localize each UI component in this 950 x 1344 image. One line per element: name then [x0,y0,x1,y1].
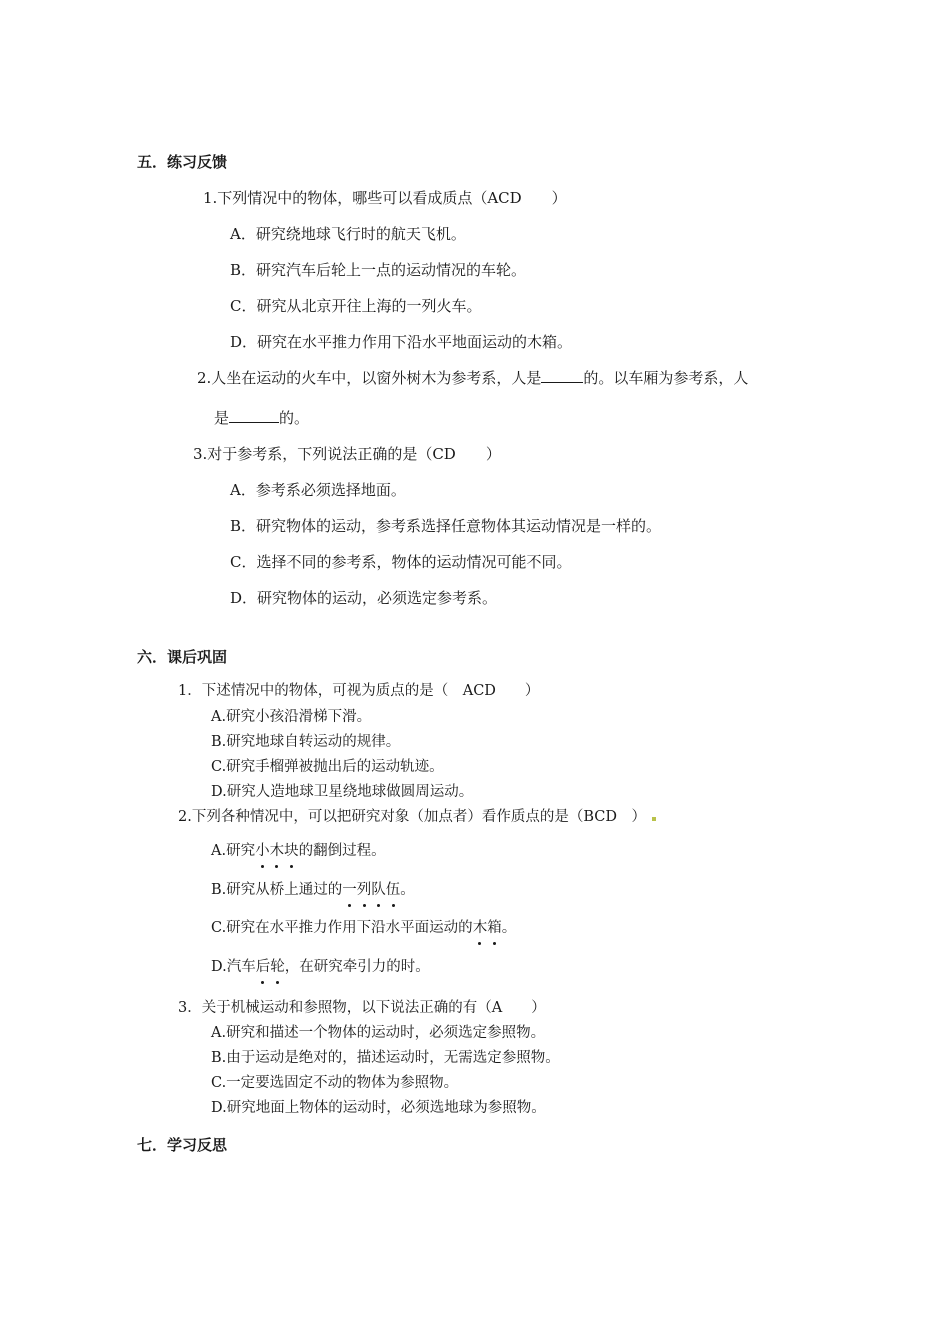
emphasis-char: 列 [356,882,372,898]
s6-q2-option-d [211,957,430,977]
s5-q1-option-a: A．研究绕地球飞行时的航天飞机。 [230,225,466,243]
s6-q3-option-a: A.研究和描述一个物体的运动时，必须选定参照物。 [211,1025,546,1041]
s6-q2-d-emphasis [256,959,285,975]
s6-q3-option-b: B.由于运动是绝对的，描述运动时，无需选定参照物。 [211,1050,560,1066]
scan-mark [652,817,656,821]
s6-q2-b-pre: B.研究从桥上通过的 [211,882,343,898]
s6-q2-stem: 2.下列各种情况中，可以把研究对象（加点者）看作质点的是（BCD ） [178,809,646,825]
s6-q1-option-b: B.研究地球自转运动的规律。 [211,734,401,750]
s5-q2-part3: 是 [214,409,230,427]
s5-q2-blank2 [229,408,279,423]
emphasis-char: 伍 [385,882,401,898]
s5-q1-stem: 1.下列情况中的物体，哪些可以看成质点（ACD ） [203,189,567,207]
s5-q3-stem: 3.对于参考系，下列说法正确的是（CD ） [193,445,501,463]
s6-q1-option-d: D.研究人造地球卫星绕地球做圆周运动。 [211,784,474,800]
s6-q2-option-b [211,880,415,900]
s6-q2-d-pre: D.汽车 [211,959,256,975]
s6-q1-option-a: A.研究小孩沿滑梯下滑。 [211,709,372,725]
emphasis-char: 木 [472,920,488,936]
section-7-title: 七．学习反思 [137,1136,228,1154]
s6-q2-a-pre: A.研究 [211,843,256,859]
s6-q1-option-c: C.研究手榴弹被抛出后的运动轨迹。 [211,759,444,775]
emphasis-char: 队 [371,882,386,898]
s6-q2-a-post: 的翻倒过程。 [298,843,386,859]
s5-q2-line2 [214,408,309,428]
section-5-title: 五．练习反馈 [137,153,228,171]
s5-q3-option-a: A．参考系必须选择地面。 [230,481,406,499]
s5-q2-blank1 [541,368,583,383]
s6-q2-c-pre: C.研究在水平推力作用下沿水平面运动的 [211,920,473,936]
emphasis-char: 小 [255,843,270,859]
emphasis-char: 一 [342,882,357,898]
s5-q1-option-b: B．研究汽车后轮上一点的运动情况的车轮。 [230,261,527,279]
emphasis-char: 箱 [487,920,502,936]
emphasis-char: 木 [269,843,285,859]
s6-q3-option-d: D.研究地面上物体的运动时，必须选地球为参照物。 [211,1100,546,1116]
s6-q3-stem: 3．关于机械运动和参照物，以下说法正确的有（A ） [178,1000,546,1016]
s6-q2-b-post: 。 [400,882,415,898]
s6-q2-option-c [211,918,516,938]
s5-q3-option-b: B．研究物体的运动，参考系选择任意物体其运动情况是一样的。 [230,517,662,535]
s5-q2-part4: 的。 [279,409,310,427]
s6-q2-b-emphasis [342,882,400,898]
s5-q2-line1 [197,368,748,388]
s6-q1-stem: 1．下述情况中的物体，可视为质点的是（ ACD ） [178,683,540,699]
s6-q2-stem-line [178,807,656,827]
s5-q1-option-d: D．研究在水平推力作用下沿水平地面运动的木箱。 [230,333,573,351]
emphasis-char: 后 [255,959,271,975]
s5-q2-part2: 的。以车厢为参考系，人 [583,369,749,387]
s6-q2-c-emphasis [473,920,502,936]
s5-q3-option-c: C．选择不同的参考系，物体的运动情况可能不同。 [230,553,572,571]
s6-q2-a-emphasis [255,843,299,859]
emphasis-char: 轮 [270,959,285,975]
s5-q1-option-c: C．研究从北京开往上海的一列火车。 [230,297,482,315]
s6-q2-option-a [211,841,386,861]
s5-q3-option-d: D．研究物体的运动，必须选定参考系。 [230,589,498,607]
section-6-title: 六．课后巩固 [137,648,228,666]
s5-q2-part1: 2.人坐在运动的火车中，以窗外树木为参考系，人是 [197,369,542,387]
s6-q2-c-post: 。 [501,920,517,936]
s6-q3-option-c: C.一定要选固定不动的物体为参照物。 [211,1075,459,1091]
s6-q2-d-post: ，在研究牵引力的时。 [284,959,430,975]
emphasis-char: 块 [284,843,299,859]
